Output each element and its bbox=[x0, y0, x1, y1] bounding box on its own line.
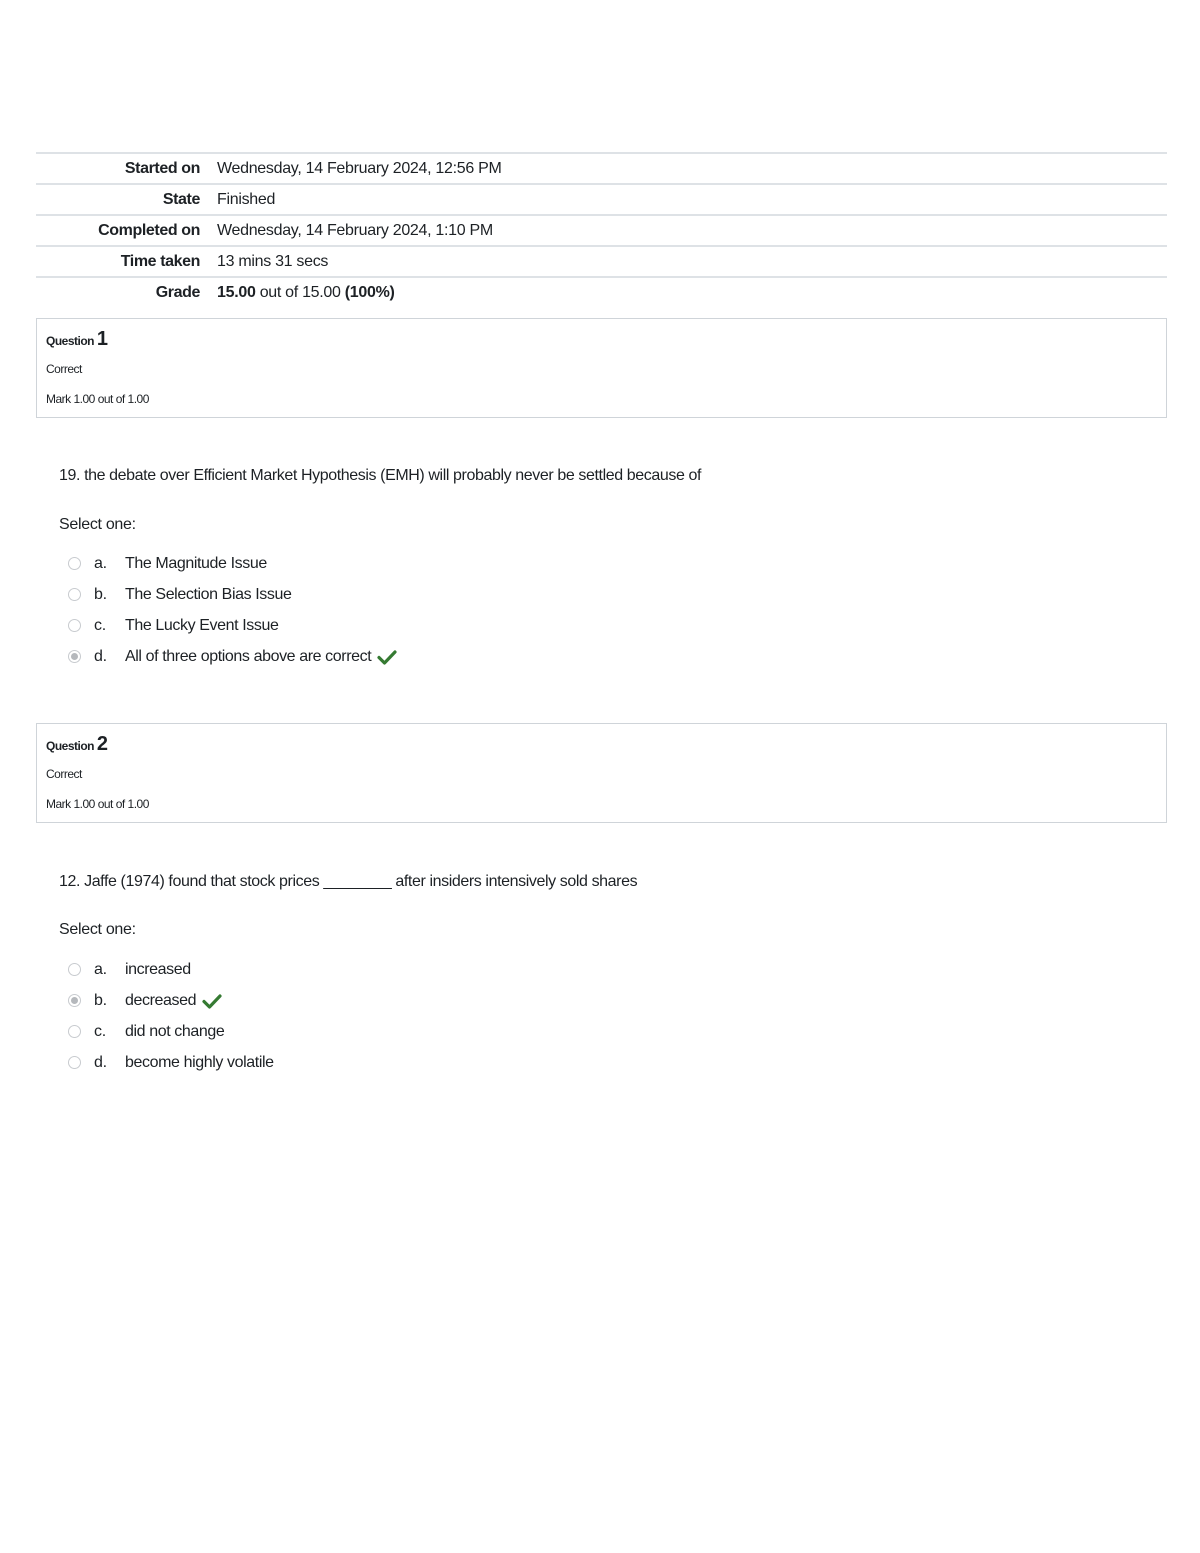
attempt-summary bbox=[36, 152, 1167, 307]
option-letter: c. bbox=[94, 1022, 106, 1040]
answer-option-selected[interactable] bbox=[68, 985, 768, 1016]
summary-value: Wednesday, 14 February 2024, 1:10 PM bbox=[217, 221, 493, 239]
question-state: Correct bbox=[46, 362, 82, 376]
radio-button-checked[interactable] bbox=[68, 994, 81, 1007]
option-letter: d. bbox=[94, 647, 107, 665]
summary-label: Time taken bbox=[120, 252, 200, 270]
question-info-box bbox=[36, 318, 1167, 418]
question-number-value: 1 bbox=[96, 328, 108, 350]
summary-label: Completed on bbox=[98, 221, 200, 239]
summary-row-started bbox=[36, 152, 1167, 183]
option-letter: a. bbox=[94, 554, 107, 572]
radio-button[interactable] bbox=[68, 588, 81, 601]
question-text: 19. the debate over Efficient Market Hypothesis (EMH) will probably never be settled because of bbox=[59, 467, 702, 484]
question-info-box bbox=[36, 723, 1167, 823]
answer-option[interactable] bbox=[68, 1016, 768, 1047]
answer-options bbox=[68, 548, 768, 672]
radio-button[interactable] bbox=[68, 1056, 81, 1069]
check-icon bbox=[377, 649, 397, 665]
option-text: become highly volatile bbox=[125, 1053, 274, 1071]
question-text: 12. Jaffe (1974) found that stock prices ________ after insiders intensively sold shares bbox=[59, 873, 638, 890]
answer-option-selected[interactable] bbox=[68, 641, 768, 672]
option-letter: c. bbox=[94, 616, 106, 634]
radio-button-checked[interactable] bbox=[68, 650, 81, 663]
question-state: Correct bbox=[46, 767, 82, 781]
summary-value: Wednesday, 14 February 2024, 12:56 PM bbox=[217, 159, 502, 177]
option-letter: b. bbox=[94, 991, 107, 1009]
summary-row-time bbox=[36, 245, 1167, 276]
option-text: did not change bbox=[125, 1022, 225, 1040]
answer-option[interactable] bbox=[68, 1047, 768, 1078]
answer-option[interactable] bbox=[68, 610, 768, 641]
question-mark: Mark 1.00 out of 1.00 bbox=[46, 797, 149, 811]
grade-rest: out of 15.00 bbox=[255, 283, 345, 301]
radio-button[interactable] bbox=[68, 557, 81, 570]
option-text: All of three options above are correct bbox=[125, 647, 372, 665]
question-number-value: 2 bbox=[96, 733, 108, 755]
question-number bbox=[46, 733, 108, 756]
answer-options bbox=[68, 954, 768, 1078]
option-text: The Magnitude Issue bbox=[125, 554, 267, 572]
radio-button[interactable] bbox=[68, 1025, 81, 1038]
option-letter: a. bbox=[94, 960, 107, 978]
option-text: decreased bbox=[125, 991, 197, 1009]
check-icon bbox=[202, 993, 222, 1009]
summary-row-state bbox=[36, 183, 1167, 214]
summary-value: Finished bbox=[217, 190, 276, 208]
option-text: increased bbox=[125, 960, 191, 978]
radio-button[interactable] bbox=[68, 963, 81, 976]
summary-value: 13 mins 31 secs bbox=[217, 252, 329, 270]
summary-value bbox=[217, 284, 395, 302]
question-number bbox=[46, 328, 108, 351]
option-letter: d. bbox=[94, 1053, 107, 1071]
summary-row-grade bbox=[36, 276, 1167, 307]
radio-button[interactable] bbox=[68, 619, 81, 632]
option-text: The Lucky Event Issue bbox=[125, 616, 279, 634]
select-prompt: Select one: bbox=[59, 516, 136, 533]
summary-label: State bbox=[162, 190, 200, 208]
summary-label: Started on bbox=[124, 159, 200, 177]
question-prefix: Question bbox=[46, 334, 95, 348]
grade-percent: (100%) bbox=[344, 283, 395, 301]
option-letter: b. bbox=[94, 585, 107, 603]
summary-row-completed bbox=[36, 214, 1167, 245]
option-text: The Selection Bias Issue bbox=[125, 585, 292, 603]
answer-option[interactable] bbox=[68, 954, 768, 985]
summary-label: Grade bbox=[155, 283, 200, 301]
select-prompt: Select one: bbox=[59, 921, 136, 938]
answer-option[interactable] bbox=[68, 548, 768, 579]
answer-option[interactable] bbox=[68, 579, 768, 610]
question-mark: Mark 1.00 out of 1.00 bbox=[46, 392, 149, 406]
question-prefix: Question bbox=[46, 739, 95, 753]
grade-score: 15.00 bbox=[217, 283, 256, 301]
